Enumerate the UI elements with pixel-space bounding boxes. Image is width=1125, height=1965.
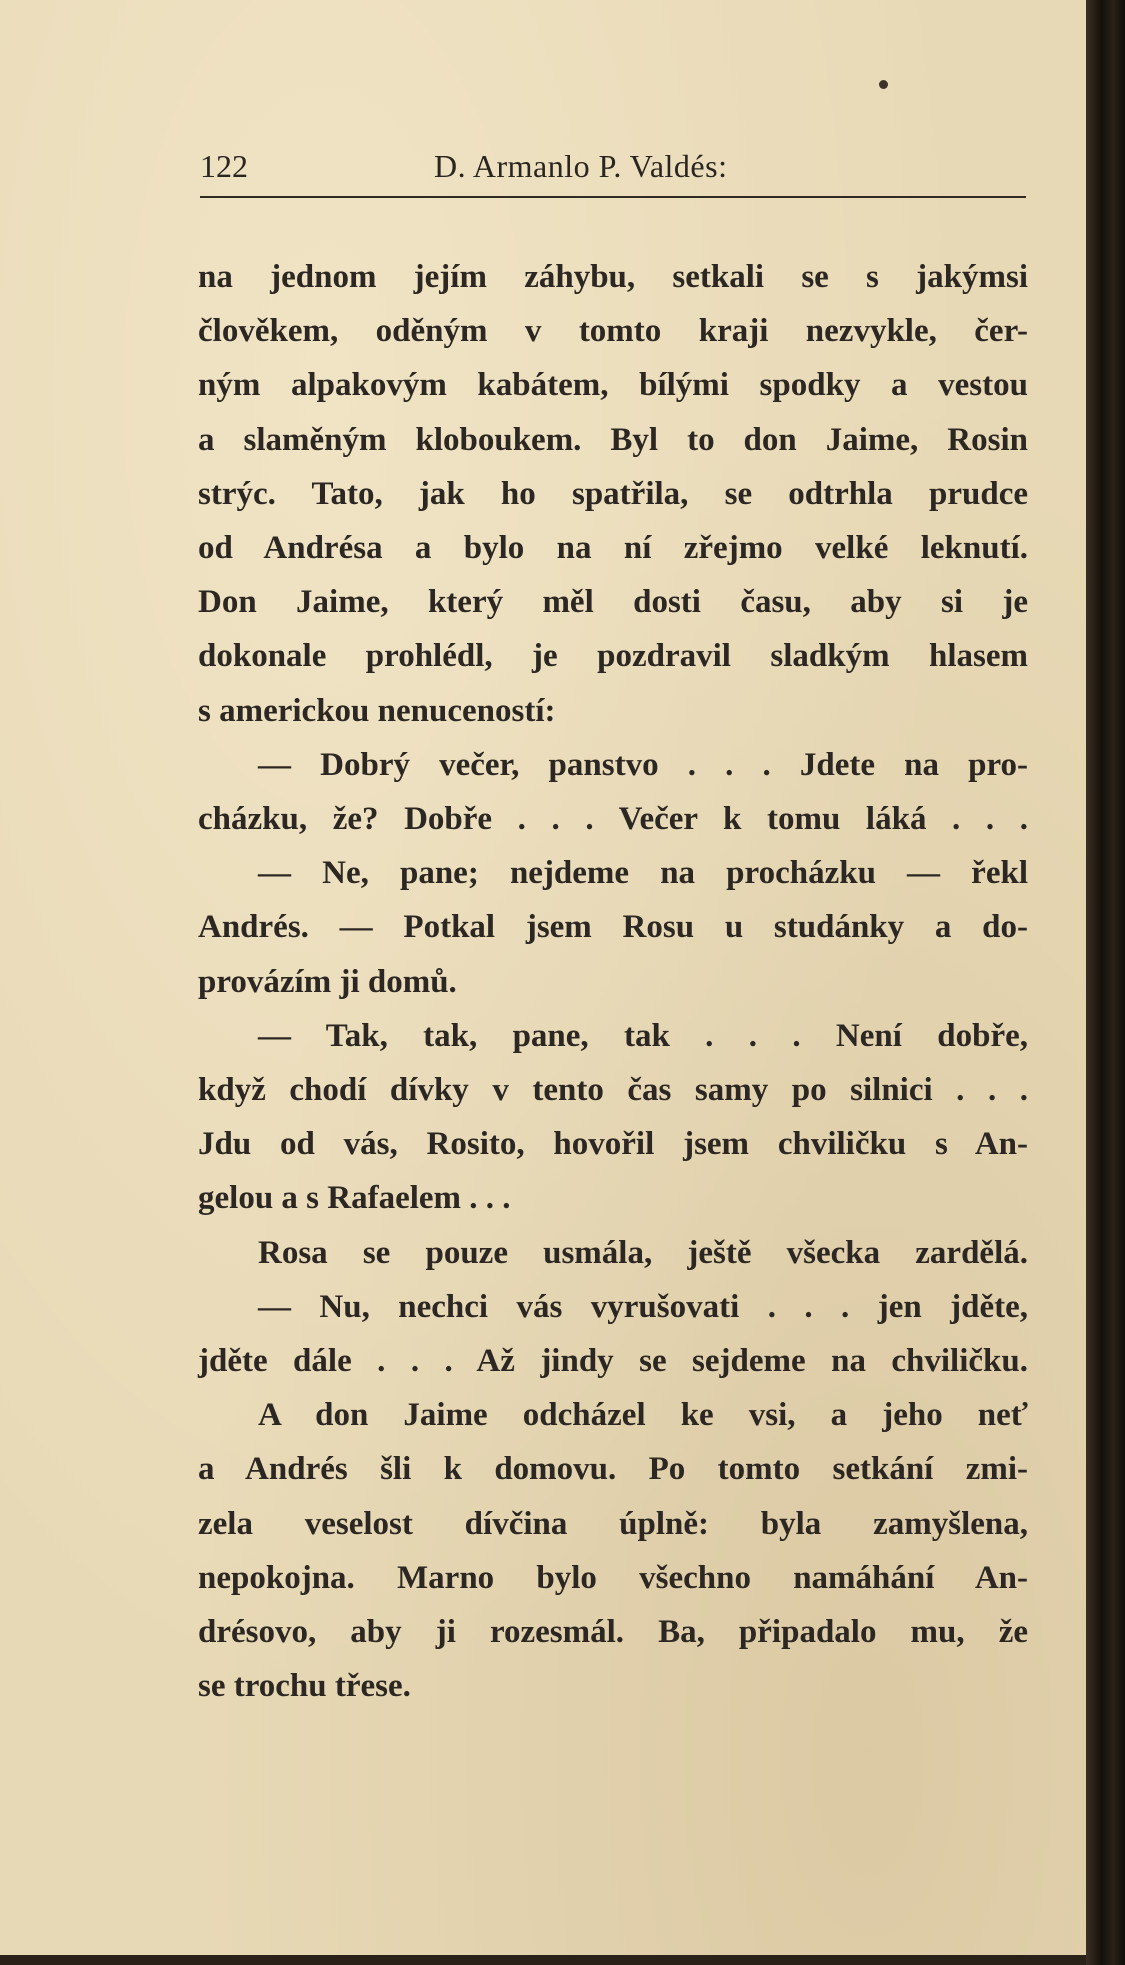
text-line: a slaměným kloboukem. Byl to don Jaime, Rosin xyxy=(198,421,1028,458)
text-line: gelou a s Rafaelem . . . xyxy=(198,1180,511,1217)
paragraph-5 xyxy=(198,1226,1028,1280)
text-line: se trochu třese. xyxy=(198,1668,411,1705)
text-line: s americkou nenuceností: xyxy=(198,692,556,729)
text-line: od Andrésa a bylo na ní zřejmo velké leknutí. xyxy=(198,530,1028,567)
text-line: Jdu od vás, Rosito, hovořil jsem chviličku s An- xyxy=(198,1126,1028,1163)
text-line: — Ne, pane; nejdeme na procházku — řekl xyxy=(258,855,1028,892)
text-line: provázím ji domů. xyxy=(198,963,457,1000)
page-number: 122 xyxy=(200,148,248,184)
text-line: drésovo, aby ji rozesmál. Ba, připadalo mu, že xyxy=(198,1614,1028,1651)
text-line: a Andrés šli k domovu. Po tomto setkání zmi- xyxy=(198,1451,1028,1488)
paragraph-6 xyxy=(198,1280,1028,1388)
book-spine-shadow xyxy=(1086,0,1125,1965)
page-bottom-edge xyxy=(0,1955,1086,1965)
body-text xyxy=(198,250,1028,1713)
paragraph-3 xyxy=(198,846,1028,1009)
text-line: cházku, že? Dobře . . . Večer k tomu láká . . . xyxy=(198,801,1028,838)
paragraph-7 xyxy=(198,1388,1028,1713)
text-line: když chodí dívky v tento čas samy po silnici . . . xyxy=(198,1072,1028,1109)
running-head: D. Armanlo P. Valdés: xyxy=(434,148,728,184)
text-line: Don Jaime, který měl dosti času, aby si je xyxy=(198,584,1028,621)
paragraph-2 xyxy=(198,738,1028,846)
paragraph-4 xyxy=(198,1009,1028,1226)
text-line: jděte dále . . . Až jindy se sejdeme na chviličku. xyxy=(198,1343,1028,1380)
page-header xyxy=(200,146,1026,198)
text-line: Rosa se pouze usmála, ještě všecka zardělá. xyxy=(258,1234,1028,1271)
ink-spot xyxy=(879,80,888,89)
text-line: — Tak, tak, pane, tak . . . Není dobře, xyxy=(258,1017,1028,1054)
text-line: dokonale prohlédl, je pozdravil sladkým hlasem xyxy=(198,638,1028,675)
text-line: nepokojna. Marno bylo všechno namáhání An- xyxy=(198,1559,1028,1596)
text-line: A don Jaime odcházel ke vsi, a jeho neť xyxy=(258,1397,1028,1434)
text-line: na jednom jejím záhybu, setkali se s jakýmsi xyxy=(198,259,1028,295)
text-line: — Dobrý večer, panstvo . . . Jdete na pro- xyxy=(258,746,1028,783)
text-line: — Nu, nechci vás vyrušovati . . . jen jděte, xyxy=(258,1288,1028,1325)
text-line: Andrés. — Potkal jsem Rosu u studánky a do- xyxy=(198,909,1028,946)
text-line: člověkem, oděným v tomto kraji nezvykle, čer- xyxy=(198,313,1028,350)
text-line: zela veselost dívčina úplně: byla zamyšlena, xyxy=(198,1505,1028,1542)
text-line: strýc. Tato, jak ho spatřila, se odtrhla prudce xyxy=(198,475,1028,512)
paragraph-1 xyxy=(198,250,1028,738)
text-line: ným alpakovým kabátem, bílými spodky a vestou xyxy=(198,367,1028,404)
